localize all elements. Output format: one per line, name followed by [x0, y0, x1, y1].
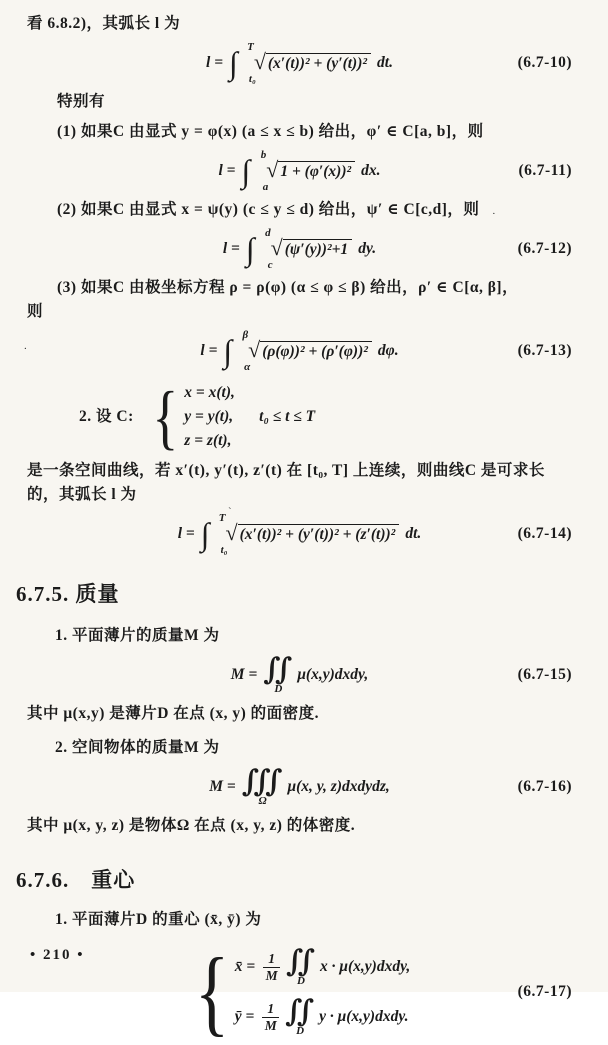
double-integral-glyph: ∬: [263, 653, 294, 687]
xbar-lhs: x̄ =: [234, 958, 256, 976]
xbar-integrand: x · μ(x,y)dxdy,: [320, 958, 411, 976]
double-integral-sign: [285, 997, 315, 1037]
eq15-lhs: M =: [230, 666, 258, 684]
integration-region: D: [296, 1025, 305, 1038]
radical-sign: √: [270, 234, 283, 260]
scan-artifact-dot: ·: [492, 208, 496, 220]
integration-region: D: [274, 683, 283, 696]
space-curve-paragraph-2: 的，其弧长 l 为: [27, 486, 137, 504]
integral-upper-bound: T: [247, 41, 254, 54]
fraction-denominator: M: [264, 1017, 277, 1033]
eq11-lhs: l =: [218, 162, 236, 180]
one-over-M-fraction: [262, 1001, 279, 1033]
eq12-lhs: l =: [222, 240, 240, 258]
one-over-M-fraction: [263, 951, 280, 983]
case-3-line: (3) 如果C 由极坐标方程 ρ = ρ(φ) (α ≤ φ ≤ β) 给出，ρ′ ∈ C[α, β]，: [57, 279, 519, 297]
intro-line: 看 6.8.2)，其弧长 l 为: [27, 15, 181, 32]
integration-region: D: [297, 975, 305, 988]
integral-sign: [221, 329, 251, 374]
parameter-range: t₀ ≤ t ≤ T: [259, 408, 316, 426]
integral-upper-bound: b: [260, 149, 267, 162]
equation-number: (6.7-12): [517, 240, 572, 258]
integral-upper-bound: d: [265, 227, 271, 240]
radical-sign: √: [253, 48, 266, 74]
integral-sign: [239, 149, 269, 194]
eq10-lhs: l =: [206, 54, 224, 72]
eq14-lhs: l =: [177, 525, 195, 543]
equation-number: (6.7-16): [517, 778, 572, 796]
integral-lower-bound: a: [262, 181, 269, 194]
radical: [266, 156, 355, 182]
integral-upper-bound: β: [242, 329, 249, 342]
centroid-y-line: [235, 997, 411, 1037]
radicand: (ψ′(y))²+1: [283, 239, 352, 260]
eq16-lhs: M =: [209, 778, 236, 796]
eq10-differential: dt.: [377, 54, 393, 72]
integral-sign: [244, 227, 273, 272]
radicand: (x′(t))² + (y′(t))² + (z′(t))²: [238, 524, 400, 545]
radical-sign: √: [266, 156, 279, 182]
equation-number: (6.7-10): [517, 54, 572, 72]
eq14-differential: dt.: [405, 525, 422, 543]
radical-sign: √: [225, 519, 238, 545]
double-integral-glyph: ∬: [286, 945, 317, 979]
system-lines: [184, 381, 315, 453]
radicand: 1 + (φ′(x))²: [278, 161, 355, 182]
equation-6-7-12: [27, 227, 572, 272]
centroid-system-lines: [235, 942, 411, 1042]
integral-glyph: ∫: [223, 333, 233, 370]
integral-upper-bound: T: [218, 512, 226, 525]
integral-lower-bound: t₀: [248, 73, 256, 86]
double-integral-sign: [263, 655, 293, 695]
integral-lower-bound: c: [267, 259, 273, 272]
equation-6-7-10: [27, 41, 572, 86]
system-line-z: z = z(t),: [184, 432, 232, 450]
integral-glyph: ∫: [229, 45, 238, 82]
eq11-differential: dx.: [361, 162, 381, 180]
left-brace: {: [194, 937, 230, 1045]
integral-glyph: ∫: [241, 153, 251, 190]
eq15-integrand: μ(x,y)dxdy,: [297, 666, 369, 684]
system-line-x: x = x(t),: [184, 384, 235, 402]
space-curve-paragraph-1: 是一条空间曲线，若 x′(t), y′(t), z′(t) 在 [t₀, T] 上连续，则曲线C 是可求长: [27, 462, 545, 480]
case-3-then: 则: [27, 303, 44, 321]
eq13-lhs: l =: [200, 342, 218, 360]
equation-number: (6.7-17): [517, 983, 572, 1001]
radical: [225, 519, 400, 545]
system-line-y: y = y(t),: [184, 408, 234, 426]
fraction-denominator: M: [265, 967, 278, 983]
fraction-numerator: 1: [262, 1001, 279, 1018]
system-label: 2. 设 C:: [79, 408, 134, 426]
radicand: (x′(t))² + (y′(t))²: [266, 53, 371, 74]
double-integral-sign: [286, 947, 316, 987]
centroid-item-1: 1. 平面薄片D 的重心 (x̄, ȳ) 为: [55, 911, 262, 929]
equation-number: (6.7-13): [517, 342, 572, 360]
scan-artifact-period: .: [24, 340, 27, 352]
equation-6-7-17: [27, 937, 572, 1045]
radicand: (ρ(φ))² + (ρ′(φ))²: [260, 341, 372, 362]
equation-6-7-11: [27, 149, 572, 194]
ybar-lhs: ȳ =: [234, 1008, 255, 1026]
integral-sign: [199, 512, 228, 557]
radical: [253, 48, 371, 74]
space-curve-system: [79, 376, 572, 457]
eq12-differential: dy.: [358, 240, 377, 258]
equation-6-7-13: [27, 329, 572, 374]
double-integral-glyph: ∬: [285, 995, 316, 1029]
page-number: • 210 •: [30, 947, 85, 963]
integral-glyph: ∫: [245, 231, 255, 268]
mass-item-1: 1. 平面薄片的质量M 为: [55, 627, 220, 645]
integral-glyph: ∫: [200, 516, 210, 553]
case-1-line: (1) 如果C 由显式 y = φ(x) (a ≤ x ≤ b) 给出，φ′ ∈ C[a, b]，则: [57, 123, 484, 141]
radical: [270, 234, 353, 260]
fraction-numerator: 1: [263, 951, 280, 968]
radical-sign: √: [248, 336, 261, 362]
left-brace: {: [152, 376, 178, 457]
equation-6-7-15: [27, 655, 572, 695]
mass-note-2: 其中 μ(x, y, z) 是物体Ω 在点 (x, y, z) 的体密度.: [27, 817, 356, 835]
integral-lower-bound: α: [244, 361, 251, 374]
triple-integral-glyph: ∭: [241, 765, 284, 799]
integration-region: Ω: [258, 795, 267, 808]
section-heading-mass: 6.7.5. 质量: [16, 582, 120, 607]
scan-artifact-tick: ˋ: [228, 506, 232, 518]
centroid-x-line: [235, 947, 411, 987]
radical: [248, 336, 372, 362]
equation-number: (6.7-11): [518, 162, 572, 180]
equation-number: (6.7-15): [517, 666, 572, 684]
triple-integral-sign: [242, 767, 284, 807]
eq13-differential: dφ.: [377, 342, 399, 360]
case-2-line: (2) 如果C 由显式 x = ψ(y) (c ≤ y ≤ d) 给出，ψ′ ∈ C[c,d]，则: [57, 201, 480, 219]
integral-lower-bound: t₀: [220, 544, 228, 557]
special-cases-label: 特别有: [57, 93, 106, 111]
mass-note-1: 其中 μ(x,y) 是薄片D 在点 (x, y) 的面密度.: [27, 705, 320, 723]
ybar-integrand: y · μ(x,y)dxdy.: [319, 1008, 409, 1026]
equation-6-7-16: [27, 767, 572, 807]
eq16-integrand: μ(x, y, z)dxdydz,: [287, 778, 390, 796]
integral-sign: [227, 41, 256, 86]
equation-6-7-14: [27, 512, 572, 557]
mass-item-2: 2. 空间物体的质量M 为: [55, 739, 220, 757]
section-heading-centroid: 6.7.6. 重心: [16, 868, 136, 893]
equation-number: (6.7-14): [517, 525, 572, 543]
